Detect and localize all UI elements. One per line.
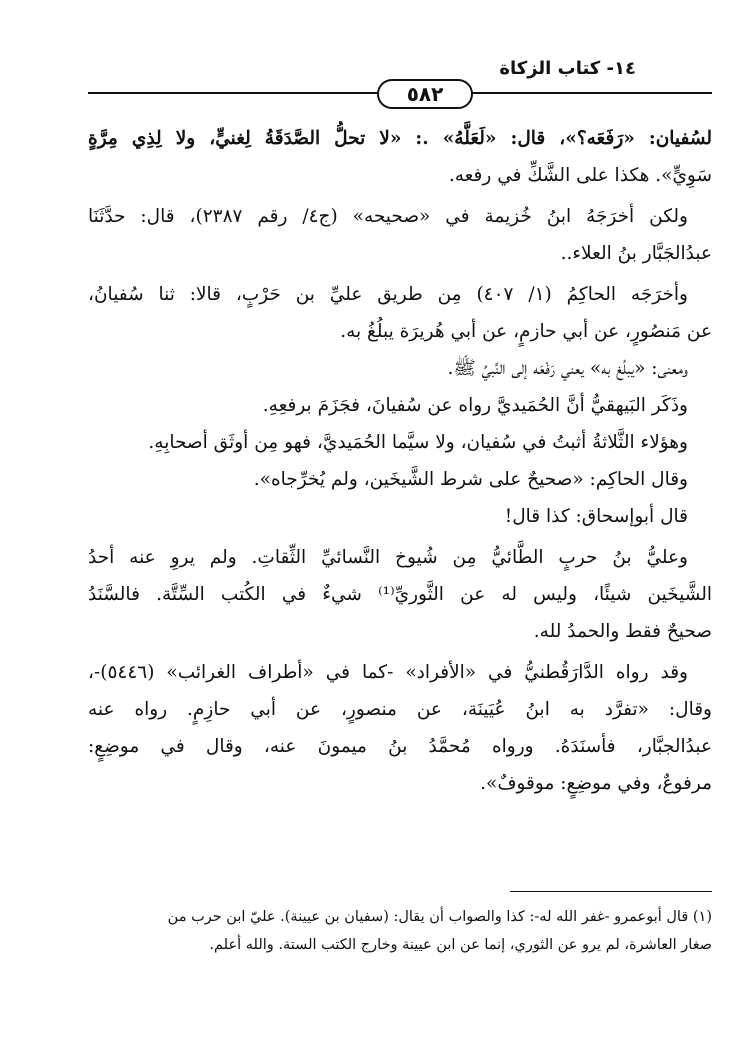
chapter-title: ١٤- كتاب الزكاة bbox=[499, 58, 636, 79]
body-line: قال أبوإسحاق: كذا قال! bbox=[504, 506, 688, 527]
footnotes bbox=[88, 903, 712, 959]
body-line: الشَّيخَين شيئًا، وليس له عن الثَّوريِّ⁽¹⁾ شيءٌ في الكُتب السِّتَّة. فالسَّنَدُ bbox=[88, 584, 712, 605]
footnote-rule bbox=[510, 891, 712, 892]
body-line: ومعنى: «يبلُغ به» يعني رَفْعَه إلى النَّبيِّ ﷺ. bbox=[447, 358, 688, 379]
footnote-line: (١) قال أبوعمرو -غفر الله له-: كذا والصواب أن يقال: (سفيان بن عيينة). عليّ ابن حرب من bbox=[167, 909, 712, 925]
body-line: وأخرَجَه الحاكِمُ (١/ ٤٠٧) مِن طريق عليِّ بن حَرْبٍ، قالا: ثنا سُفيانُ، bbox=[88, 284, 688, 305]
body-line: وقد رواه الدَّارَقُطنيُّ في «الأفراد» -كما في «أطراف الغرائب» (٥٤٤٦)-، bbox=[88, 662, 688, 683]
page-number-badge: ٥٨٢ bbox=[377, 79, 473, 109]
body-line: عن مَنصُورٍ، عن أبي حازمٍ، عن أبي هُريرَة يبلُغُ به. bbox=[340, 321, 712, 342]
body-line: عبدُالجَبَّار بنُ العلاء.. bbox=[560, 243, 712, 264]
body-text bbox=[88, 120, 712, 802]
body-line: سَوِيٍّ». هكذا على الشَّكِّ في رفعه. bbox=[448, 165, 712, 186]
body-line: وقال: «تفرَّد به ابنُ عُيَينَة، عن منصورٍ، عن أبي حازِمٍ. رواه عنه bbox=[88, 699, 712, 720]
body-line: وهؤلاء الثَّلاثةُ أثبتُ في سُفيان، ولا سيَّما الحُمَيديَّ، فهو مِن أوثَق أصحابِهِ. bbox=[148, 432, 688, 453]
body-line: مرفوعٌ، وفي موضِعٍ: موقوفٌ». bbox=[480, 773, 712, 794]
body-line: عبدُالجبَّار، فأسنَدَهُ. ورواه مُحمَّدُ بنُ ميمونَ عنه، وقال في موضِعٍ: bbox=[88, 736, 712, 757]
body-line: صحيحٌ فقط والحمدُ لله. bbox=[533, 621, 712, 642]
body-line: ولكن أخرَجَهُ ابنُ خُزيمة في «صحيحه» (ج٤/ رقم ٢٣٨٧)، قال: حدَّثَنَا bbox=[88, 206, 688, 227]
body-line: وقال الحاكِم: «صحيحٌ على شرط الشَّيخَين، ولم يُخرِّجاه». bbox=[253, 469, 688, 490]
body-line: وذَكَر البَيهقيُّ أنَّ الحُمَيديَّ رواه عن سُفيانَ، فجَزَمَ برفعِهِ. bbox=[262, 395, 688, 416]
footnote-line: صغار العاشرة، لم يرو عن الثوري، إنما عن ابن عيينة وخارج الكتب الستة. والله أعلم. bbox=[209, 937, 712, 953]
body-line: لسُفيان: «رَفَعَه؟»، قال: «لَعَلَّهُ» .: «لا تحلُّ الصَّدَقَةُ لِغنيٍّ، ولا لِذِي مِرَّةٍ bbox=[88, 128, 712, 149]
body-line: وعليُّ بنُ حربٍ الطَّائيُّ مِن شُيوخ النَّسائيِّ الثِّقاتِ. ولم يروِ عنه أحدُ bbox=[88, 547, 688, 568]
